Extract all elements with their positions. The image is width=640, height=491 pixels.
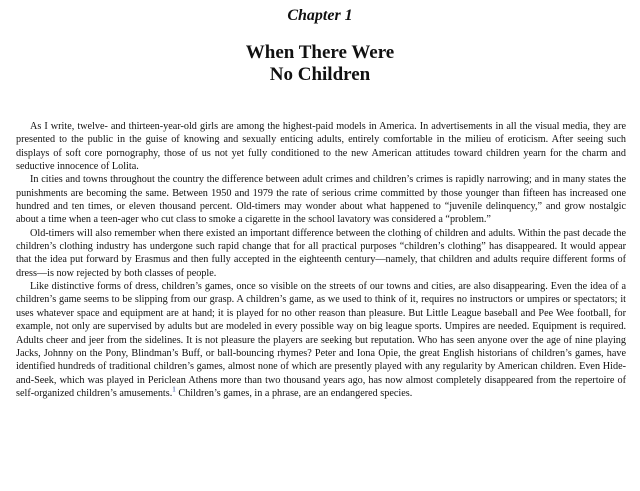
chapter-title-line-2: No Children (269, 64, 371, 85)
chapter-label: Chapter 1 (287, 7, 353, 24)
chapter-body (16, 120, 626, 400)
paragraph-3: Old-timers will also remember when there existed an important difference between the clothing of children and adults. Within the past decade the children’s clothing industry has undergone such rapid change that for all practical purposes “children’s clothing” has disappeared. It would appear that the idea put forward by Erasmus and then fully accepted in the eighteenth century—namely, that children and adults require different forms of dress—is now rejected by both classes of people. (16, 227, 626, 279)
paragraph-4 (16, 280, 626, 400)
chapter-title (0, 42, 640, 86)
paragraph-2: In cities and towns throughout the country the difference between adult crimes and children’s crimes is rapidly narrowing; and in many states the punishments are becoming the same. Between 1950 and 1979 the rate of serious crime committed by those younger than fifteen has increased one hundred and ten times, or eleven thousand percent. Old-timers may wonder about what happened to “juvenile delinquency,” and grow nostalgic about a time when a teen-ager who cut class to smoke a cigarette in the school lavatory was considered a “problem.” (16, 174, 626, 226)
paragraph-4-closing: Children’s games, in a phrase, are an endangered species. (178, 387, 413, 399)
footnote-ref-1[interactable]: 1 (172, 385, 176, 394)
chapter-title-line-1: When There Were (245, 42, 395, 63)
paragraph-4-text: Like distinctive forms of dress, children’s games, once so visible on the streets of our towns and cities, are also disappearing. Even the idea of a children’s game seems to be slipping from our grasp. A children’s game, as we used to think of it, requires no instructors or umpires or spectators; it uses whatever space and equipment are at hand; it is played for no other reason than pleasure. But Little League baseball and Pee Wee football, for example, not only are supervised by adults but are modeled in every possible way on big league sports. Umpires are needed. Equipment is required. Adults cheer and jeer from the sidelines. It is not pleasure the players are seeking but reputation. Who has seen anyone over the age of nine playing Jacks, Johnny on the Pony, Blindman’s Buff, or ball-bouncing rhymes? Peter and Iona Opie, the great English historians of children’s games, have identified hundreds of traditional children’s games, almost none of which are presently played with any regularity by American children. Even Hide-and-Seek, which was played in Periclean Athens more than two thousand years ago, has now almost completely disappeared from the repertoire of self-organized children’s amusements. (16, 281, 626, 399)
paragraph-1: As I write, twelve- and thirteen-year-old girls are among the highest-paid models in America. In advertisements in all the visual media, they are presented to the public in the guise of knowing and sexually enticing adults, entirely comfortable in the milieu of eroticism. After seeing such displays of soft core pornography, those of us not yet fully conditioned to the new American attitudes toward children yearn for the charm and seductive innocence of Lolita. (16, 121, 626, 173)
